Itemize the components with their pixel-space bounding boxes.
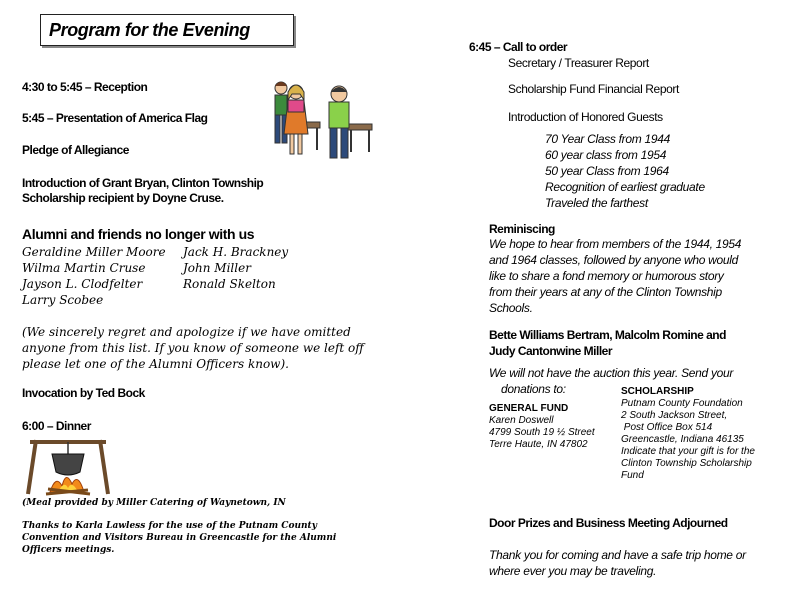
closing-note bbox=[489, 547, 746, 579]
class-item: Recognition of earliest graduate bbox=[545, 180, 705, 194]
thanks-note bbox=[22, 520, 336, 556]
reminiscing-line: from their years at any of the Clinton Township bbox=[489, 285, 722, 299]
pledge-people-icon bbox=[266, 78, 374, 162]
alumni-name: Wilma Martin Cruse bbox=[22, 261, 146, 275]
reminiscing-line: like to share a fond memory or humorous story bbox=[489, 269, 724, 283]
thanks-names-line: Bette Williams Bertram, Malcolm Romine and bbox=[489, 328, 726, 342]
general-fund-heading: GENERAL FUND bbox=[489, 403, 569, 414]
reminiscing-line: and 1964 classes, followed by anyone who would bbox=[489, 253, 739, 267]
class-item: 60 year class from 1954 bbox=[545, 148, 667, 162]
pledge-line: Pledge of Allegiance bbox=[22, 143, 129, 157]
title-box bbox=[40, 14, 294, 46]
scholarship-fund-line: Indicate that your gift is for the bbox=[621, 446, 755, 457]
scholarship-fund-heading: SCHOLARSHIP bbox=[621, 386, 694, 397]
scholarship-fund-line: Fund bbox=[621, 470, 644, 481]
dinner-line: 6:00 – Dinner bbox=[22, 419, 91, 433]
general-fund-address bbox=[489, 403, 595, 451]
apology-note bbox=[22, 324, 432, 372]
reminiscing-heading: Reminiscing bbox=[489, 222, 555, 236]
names-column-2 bbox=[183, 244, 288, 292]
scholarship-fund-line: Clinton Township Scholarship bbox=[621, 458, 752, 469]
scholarship-fund-line: Post Office Box 514 bbox=[621, 422, 713, 433]
thanks-line: Officers meetings. bbox=[22, 545, 115, 555]
scholarship-fund-address bbox=[621, 386, 755, 482]
classes-list bbox=[545, 131, 705, 211]
general-fund-line: Terre Haute, IN 47802 bbox=[489, 439, 588, 450]
thanks-line: Thanks to Karla Lawless for the use of the Putnam County bbox=[22, 521, 317, 531]
thanks-names-line: Judy Cantonwine Miller bbox=[489, 344, 613, 358]
apology-line: anyone from this list. If you know of someone we left off bbox=[22, 341, 364, 355]
thanks-names bbox=[489, 327, 726, 359]
secretary-report: Secretary / Treasurer Report bbox=[508, 56, 649, 70]
alumni-name: Geraldine Miller Moore bbox=[22, 245, 166, 259]
scholarship-report: Scholarship Fund Financial Report bbox=[508, 82, 679, 96]
apology-line: please let one of the Alumni Officers know). bbox=[22, 357, 289, 371]
closing-line: Thank you for coming and have a safe trip home or bbox=[489, 548, 746, 562]
names-column-1 bbox=[22, 244, 166, 308]
apology-line: (We sincerely regret and apologize if we have omitted bbox=[22, 325, 351, 339]
campfire-cooking-icon bbox=[22, 434, 114, 496]
meal-note: (Meal provided by Miller Catering of Waynetown, IN bbox=[22, 498, 286, 508]
alumni-heading: Alumni and friends no longer with us bbox=[22, 226, 255, 242]
scholarship-fund-line: 2 South Jackson Street, bbox=[621, 410, 728, 421]
scholarship-fund-line: Greencastle, Indiana 46135 bbox=[621, 434, 744, 445]
alumni-name: Ronald Skelton bbox=[183, 277, 276, 291]
alumni-name: Larry Scobee bbox=[22, 293, 104, 307]
honored-guests: Introduction of Honored Guests bbox=[508, 110, 663, 124]
general-fund-line: Karen Doswell bbox=[489, 415, 554, 426]
flag-line: 5:45 – Presentation of America Flag bbox=[22, 111, 208, 125]
scholarship-fund-line: Putnam County Foundation bbox=[621, 398, 743, 409]
auction-line: donations to: bbox=[501, 382, 566, 396]
class-item: Traveled the farthest bbox=[545, 196, 648, 210]
reminiscing-line: We hope to hear from members of the 1944, 1954 bbox=[489, 237, 742, 251]
thanks-line: Convention and Visitors Bureau in Greencastle for the Alumni bbox=[22, 533, 337, 543]
auction-line: We will not have the auction this year. Send your bbox=[489, 366, 734, 380]
intro-line-2: Scholarship recipient by Doyne Cruse. bbox=[22, 191, 224, 205]
class-item: 50 year Class from 1964 bbox=[545, 164, 669, 178]
invocation-line: Invocation by Ted Bock bbox=[22, 386, 145, 400]
alumni-name: John Miller bbox=[183, 261, 251, 275]
reception-line: 4:30 to 5:45 – Reception bbox=[22, 80, 148, 94]
reminiscing-line: Schools. bbox=[489, 301, 533, 315]
closing-line: where ever you may be traveling. bbox=[489, 564, 657, 578]
class-item: 70 Year Class from 1944 bbox=[545, 132, 670, 146]
intro-line-1: Introduction of Grant Bryan, Clinton Township bbox=[22, 176, 264, 190]
reminiscing-text bbox=[489, 236, 741, 316]
alumni-name: Jack H. Brackney bbox=[183, 245, 289, 259]
alumni-name: Jayson L. Clodfelter bbox=[22, 277, 143, 291]
call-to-order: 6:45 – Call to order bbox=[469, 40, 568, 54]
general-fund-line: 4799 South 19 ½ Street bbox=[489, 427, 595, 438]
door-prizes-line: Door Prizes and Business Meeting Adjourned bbox=[489, 516, 728, 530]
page-title: Program for the Evening bbox=[49, 20, 250, 40]
